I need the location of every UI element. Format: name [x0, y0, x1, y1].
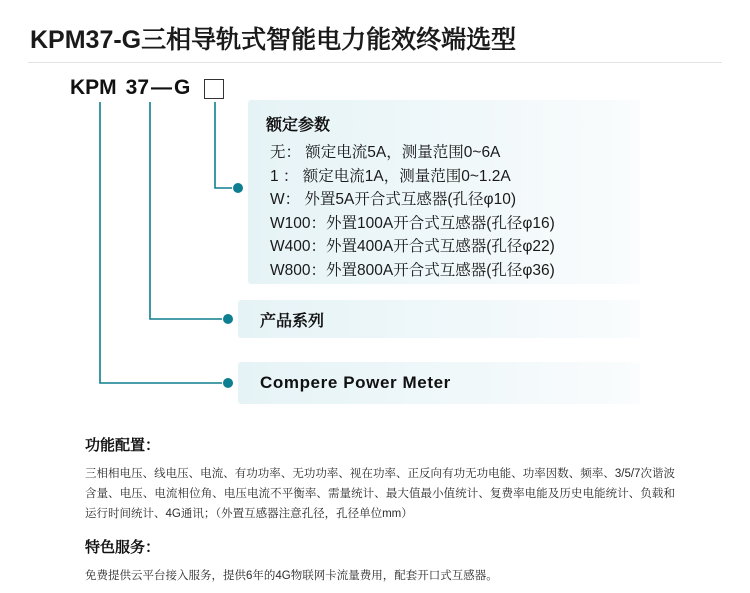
brand-label: Compere Power Meter — [260, 373, 451, 392]
product-series-panel — [238, 300, 640, 338]
rated-option-w800: W800：外置800A开合式互感器(孔径φ36) — [270, 261, 555, 279]
special-service-body: 免费提供云平台接入服务，提供6年的4G物联网卡流量费用，配套开口式互感器。 — [85, 570, 498, 582]
product-series-label: 产品系列 — [260, 312, 325, 330]
rated-option-w100: W100：外置100A开合式互感器(孔径φ16) — [270, 214, 555, 232]
special-service-heading: 特色服务： — [85, 539, 161, 556]
special-service-section — [85, 536, 675, 586]
page-title: KPM37-G三相导轨式智能电力能效终端选型 — [30, 26, 517, 54]
code-segment-number: 37 — [125, 76, 150, 99]
rated-option-w: W： 外置5A开合式互感器(孔径φ10) — [270, 191, 517, 209]
code-segment-dash: — — [151, 76, 173, 99]
rated-option-w400: W400：外置400A开合式互感器(孔径φ22) — [270, 238, 555, 256]
function-configuration-section — [85, 434, 675, 524]
rated-option-none: 无： 额定电流5A，测量范围0~6A — [270, 144, 501, 161]
function-configuration-body: 三相相电压、线电压、电流、有功功率、无功功率、视在功率、正反向有功无功电能、功率因数、频率、3/5/7次谐波含量、电压、电流相位角、电压电流不平衡率、需量统计、最大值最小值统计、复费率电能及历史电能统计、负载和运行时间统计、4G通讯；（外置互感器注意孔径，孔径单位mm） — [85, 468, 675, 521]
function-configuration-heading: 功能配置： — [85, 437, 161, 454]
model-code-row — [70, 76, 224, 100]
rated-option-1: 1 ： 额定电流1A，测量范围0~1.2A — [270, 167, 511, 185]
title-divider — [28, 62, 722, 63]
rated-parameters-panel — [248, 100, 640, 284]
code-segment-option-box — [204, 79, 224, 99]
rated-parameters-title: 额定参数 — [266, 117, 331, 134]
code-segment-kpm: KPM — [70, 76, 117, 99]
code-segment-g: G — [174, 76, 191, 99]
brand-panel — [238, 362, 640, 404]
